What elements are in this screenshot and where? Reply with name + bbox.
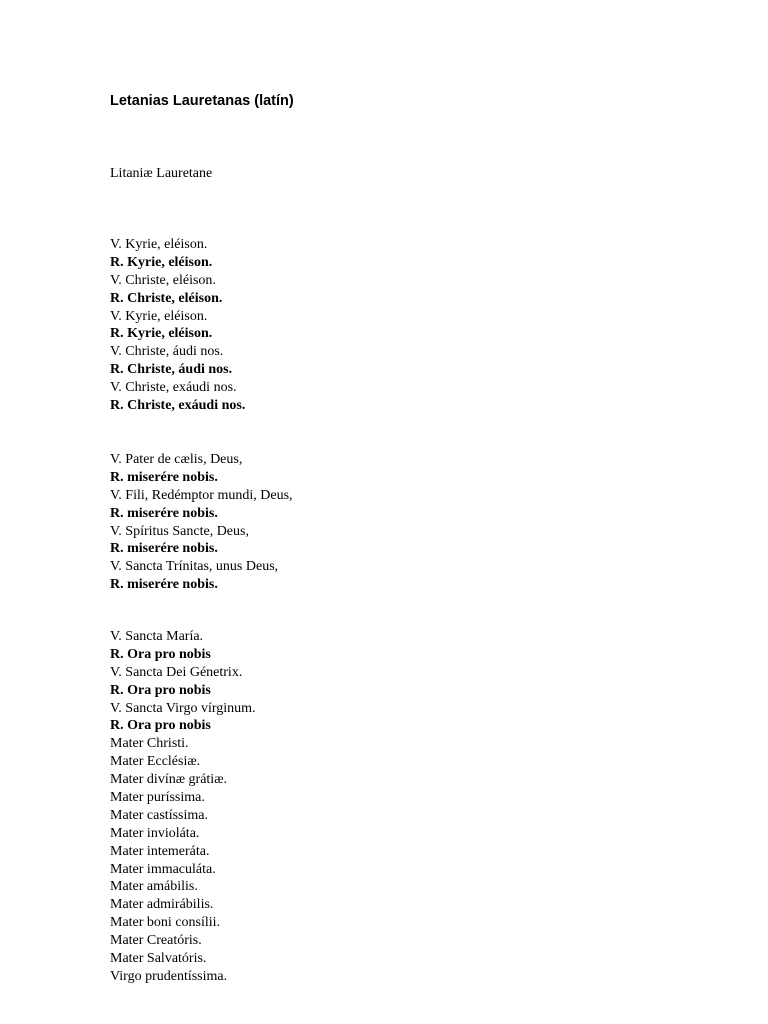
kyrie-section bbox=[110, 236, 245, 415]
verse-line: V. Spíritus Sancte, Deus, bbox=[110, 523, 249, 539]
verse-line: V. Christe, áudi nos. bbox=[110, 344, 224, 360]
verse-line: Mater Salvatóris. bbox=[110, 951, 207, 967]
verse-line: Mater divínæ grátiæ. bbox=[110, 772, 228, 788]
verse-line: V. Christe, eléison. bbox=[110, 272, 216, 288]
response-line: R. miserére nobis. bbox=[110, 541, 218, 557]
verse-line: Virgo prudentíssima. bbox=[110, 968, 228, 984]
response-line: R. Christe, áudi nos. bbox=[110, 362, 233, 378]
verse-line: Mater boni consílii. bbox=[110, 915, 221, 931]
response-line: R. miserére nobis. bbox=[110, 469, 218, 485]
document-subtitle: Litaniæ Lauretane bbox=[110, 166, 213, 181]
verse-line: V. Kyrie, eléison. bbox=[110, 237, 208, 252]
verse-line: V. Fili, Redémptor mundi, Deus, bbox=[110, 487, 293, 503]
verse-line: V. Sancta Dei Génetrix. bbox=[110, 664, 243, 680]
maria-section bbox=[110, 628, 256, 986]
response-line: R. Christe, eléison. bbox=[110, 290, 223, 306]
verse-line: V. Sancta Virgo vírginum. bbox=[110, 700, 256, 716]
trinitas-section bbox=[110, 451, 293, 594]
verse-line: Mater castíssima. bbox=[110, 807, 208, 823]
verse-line: V. Kyrie, eléison. bbox=[110, 308, 208, 324]
verse-line: Mater Christi. bbox=[110, 736, 189, 752]
verse-line: Mater amábilis. bbox=[110, 879, 198, 895]
verse-line: Mater immaculáta. bbox=[110, 861, 216, 877]
verse-line: V. Sancta Trínitas, unus Deus, bbox=[110, 559, 279, 575]
verse-line: Mater admirábilis. bbox=[110, 897, 214, 913]
verse-line: Mater intemeráta. bbox=[110, 843, 210, 859]
verse-line: Mater invioláta. bbox=[110, 825, 200, 841]
verse-line: Mater Creatóris. bbox=[110, 933, 202, 949]
response-line: R. Kyrie, eléison. bbox=[110, 326, 213, 342]
response-line: R. Christe, exáudi nos. bbox=[110, 398, 246, 414]
response-line: R. Ora pro nobis bbox=[110, 682, 211, 698]
document-title: Letanias Lauretanas (latín) bbox=[110, 93, 294, 109]
response-line: R. Kyrie, eléison. bbox=[110, 254, 213, 270]
response-line: R. miserére nobis. bbox=[110, 577, 218, 593]
verse-line: V. Sancta María. bbox=[110, 629, 204, 644]
verse-line: Mater puríssima. bbox=[110, 790, 205, 806]
response-line: R. miserére nobis. bbox=[110, 505, 218, 521]
verse-line: V. Pater de cælis, Deus, bbox=[110, 452, 243, 467]
response-line: R. Ora pro nobis bbox=[110, 646, 211, 662]
verse-line: V. Christe, exáudi nos. bbox=[110, 380, 237, 396]
verse-line: Mater Ecclésiæ. bbox=[110, 754, 201, 770]
response-line: R. Ora pro nobis bbox=[110, 718, 211, 734]
